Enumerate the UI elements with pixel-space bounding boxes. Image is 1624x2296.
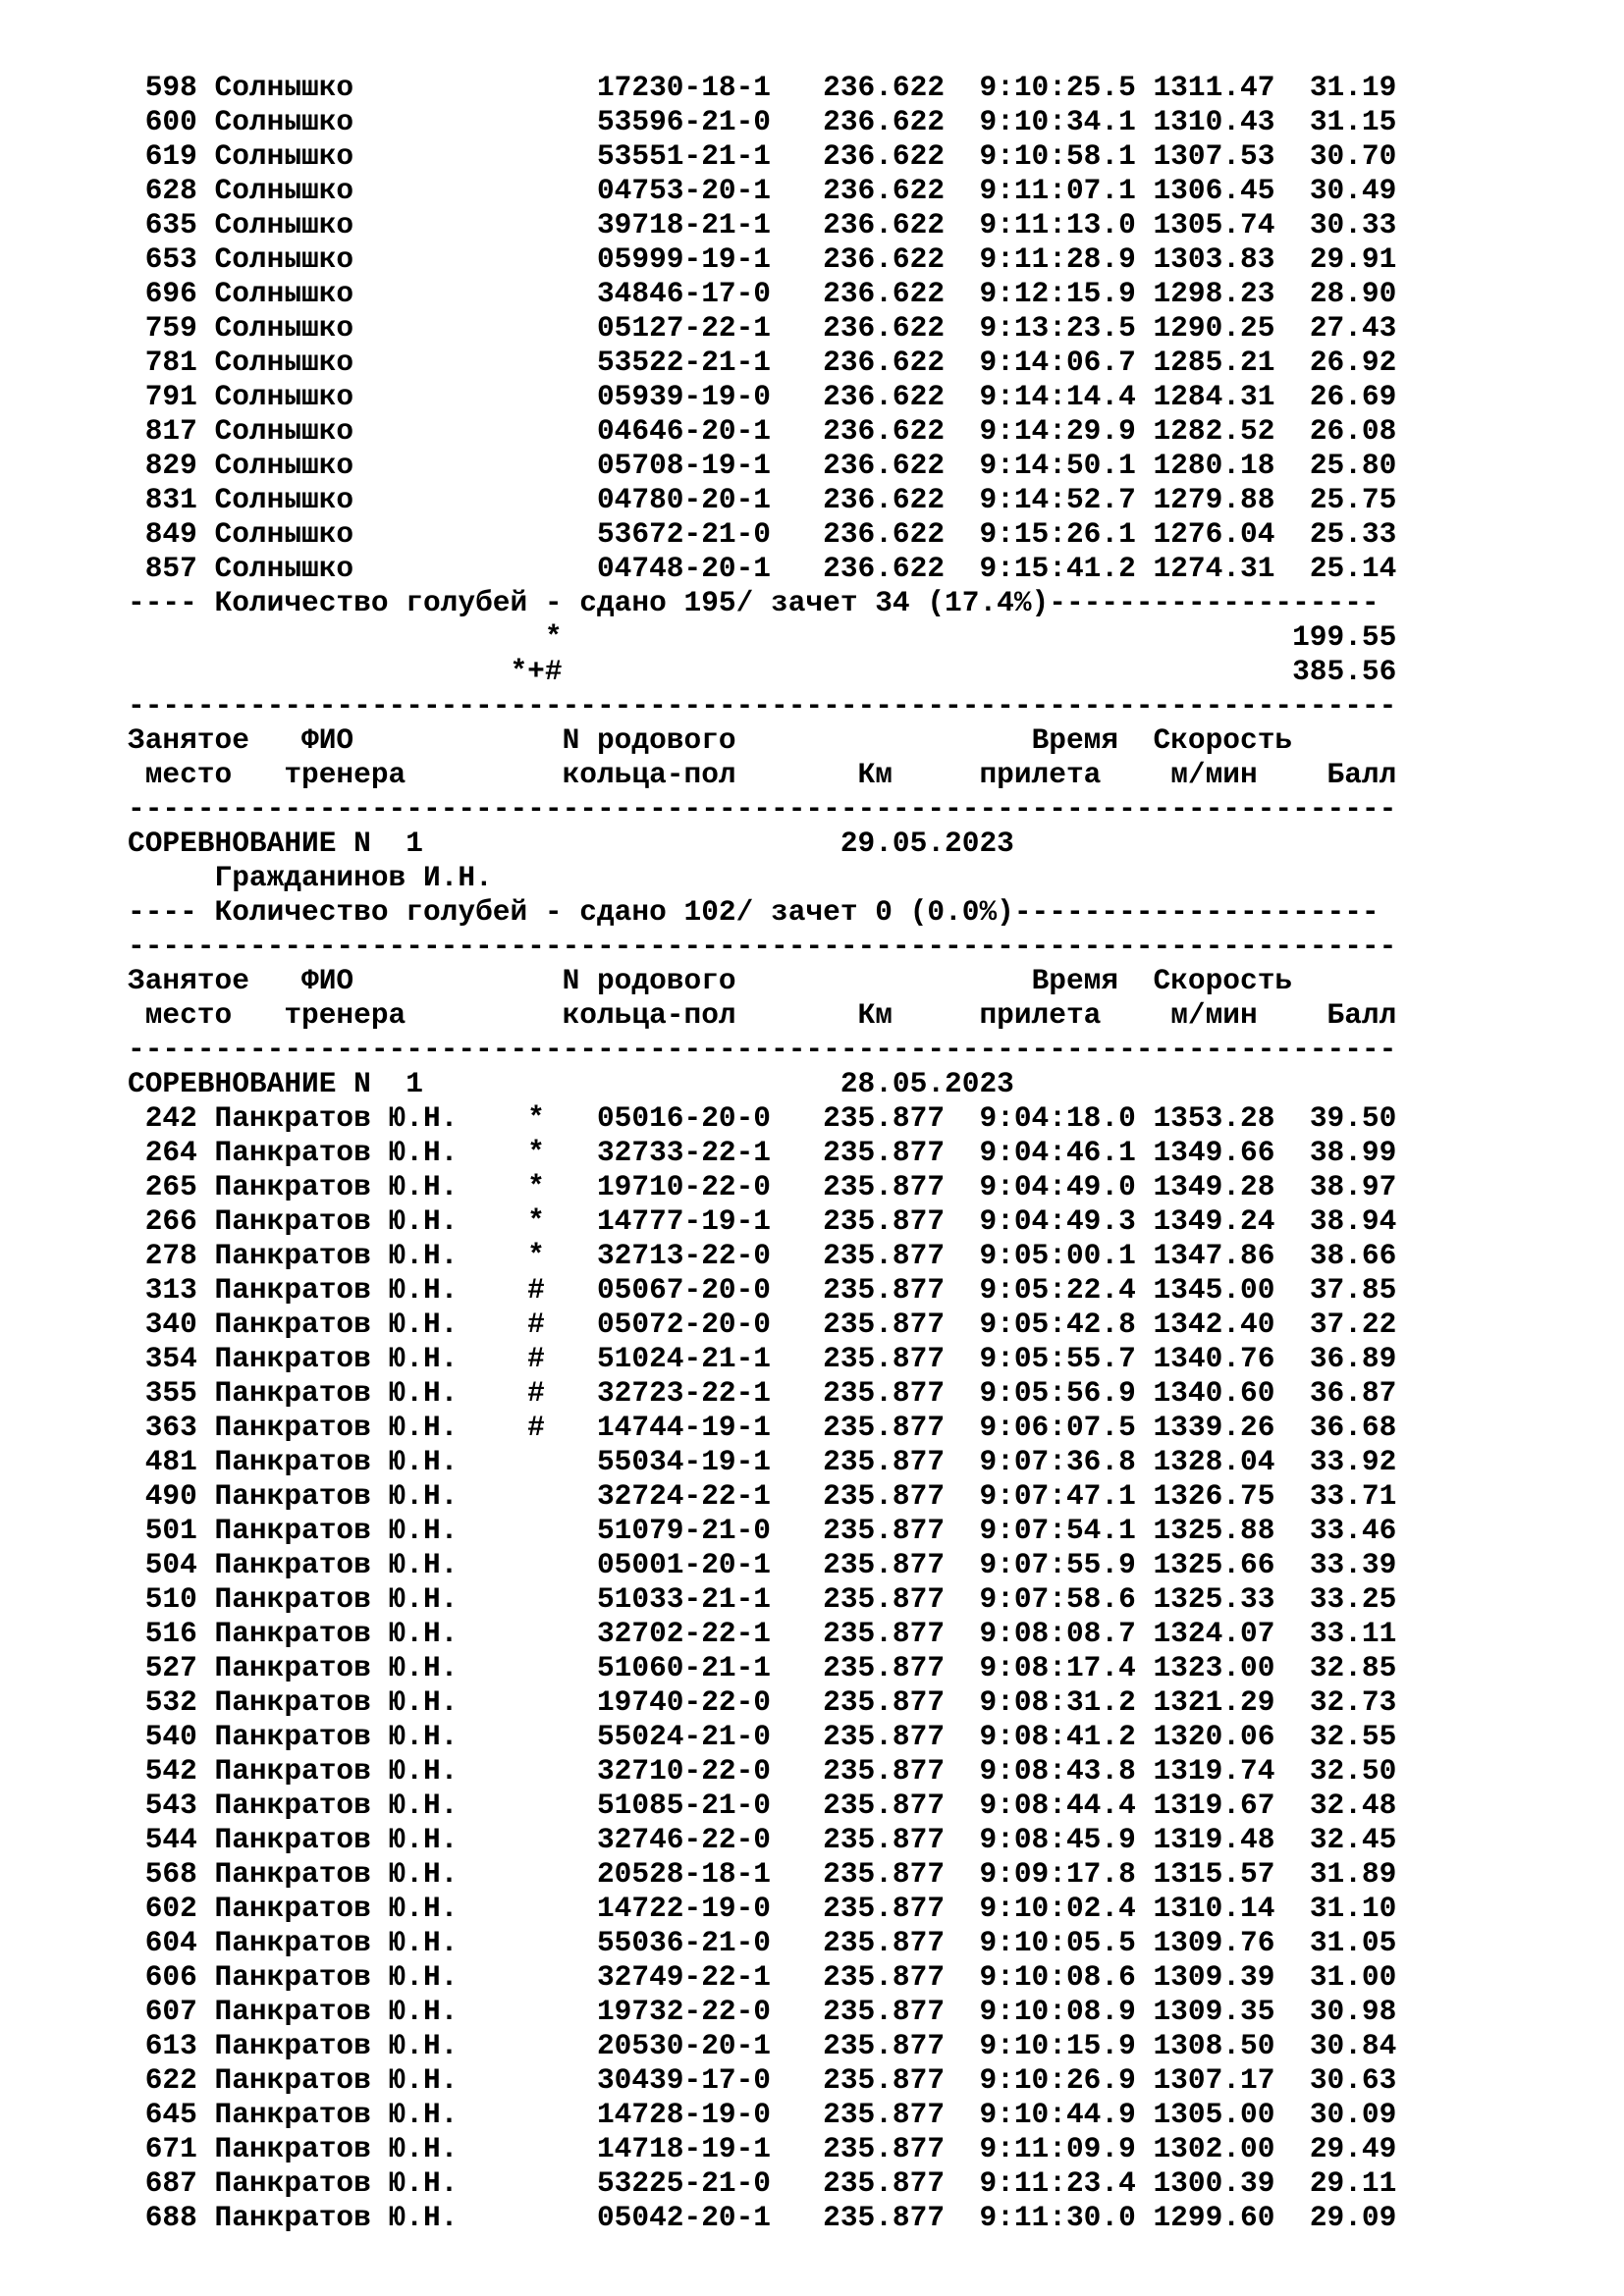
result-row: 568 Панкратов Ю.Н. 20528-18-1 235.877 9:09:17.8 1315.57 31.89 [144, 1857, 1397, 1891]
result-row: 628 Солнышко 04753-20-1 236.622 9:11:07.1 1306.45 30.49 [144, 174, 1397, 207]
separator: ------------------------------------------------------------------------- [128, 1033, 1397, 1066]
result-row: 510 Панкратов Ю.Н. 51033-21-1 235.877 9:07:58.6 1325.33 33.25 [144, 1582, 1397, 1616]
result-row: 504 Панкратов Ю.Н. 05001-20-1 235.877 9:07:55.9 1325.66 33.39 [144, 1548, 1397, 1581]
result-row: 481 Панкратов Ю.Н. 55034-19-1 235.877 9:07:36.8 1328.04 33.92 [144, 1445, 1397, 1478]
result-row: 313 Панкратов Ю.Н. # 05067-20-0 235.877 9:05:22.4 1345.00 37.85 [144, 1273, 1397, 1307]
result-row: 645 Панкратов Ю.Н. 14728-19-0 235.877 9:10:44.9 1305.00 30.09 [144, 2098, 1397, 2131]
summary-line: ---- Количество голубей - сдано 102/ зачет 0 (0.0%)--------------------- [128, 895, 1380, 929]
separator: ------------------------------------------------------------------------- [128, 930, 1397, 963]
result-row: 687 Панкратов Ю.Н. 53225-21-0 235.877 9:11:23.4 1300.39 29.11 [144, 2166, 1397, 2200]
subtotal-line: *+# 385.56 [510, 655, 1397, 688]
result-row: 602 Панкратов Ю.Н. 14722-19-0 235.877 9:10:02.4 1310.14 31.10 [144, 1892, 1397, 1925]
result-row: 607 Панкратов Ю.Н. 19732-22-0 235.877 9:10:08.9 1309.35 30.98 [144, 1995, 1397, 2028]
table-header-line-1: Занятое ФИО N родового Время Скорость [128, 723, 1293, 757]
results-document [128, 71, 1396, 2235]
result-row: 532 Панкратов Ю.Н. 19740-22-0 235.877 9:08:31.2 1321.29 32.73 [144, 1685, 1397, 1719]
trainer-line: Гражданинов И.Н. [214, 861, 493, 894]
result-row: 829 Солнышко 05708-19-1 236.622 9:14:50.1 1280.18 25.80 [144, 449, 1397, 482]
result-row: 278 Панкратов Ю.Н. * 32713-22-0 235.877 9:05:00.1 1347.86 38.66 [144, 1239, 1397, 1272]
result-row: 635 Солнышко 39718-21-1 236.622 9:11:13.0 1305.74 30.33 [144, 208, 1397, 241]
result-row: 606 Панкратов Ю.Н. 32749-22-1 235.877 9:10:08.6 1309.39 31.00 [144, 1960, 1397, 1994]
result-row: 266 Панкратов Ю.Н. * 14777-19-1 235.877 9:04:49.3 1349.24 38.94 [144, 1204, 1397, 1238]
result-row: 781 Солнышко 53522-21-1 236.622 9:14:06.7 1285.21 26.92 [144, 346, 1397, 379]
result-row: 600 Солнышко 53596-21-0 236.622 9:10:34.1 1310.43 31.15 [144, 105, 1397, 138]
result-row: 543 Панкратов Ю.Н. 51085-21-0 235.877 9:08:44.4 1319.67 32.48 [144, 1789, 1397, 1822]
result-row: 540 Панкратов Ю.Н. 55024-21-0 235.877 9:08:41.2 1320.06 32.55 [144, 1720, 1397, 1753]
result-row: 516 Панкратов Ю.Н. 32702-22-1 235.877 9:08:08.7 1324.07 33.11 [144, 1617, 1397, 1650]
competition-heading: СОРЕВНОВАНИЕ N 1 28.05.2023 [128, 1067, 1014, 1100]
result-row: 696 Солнышко 34846-17-0 236.622 9:12:15.9 1298.23 28.90 [144, 277, 1397, 310]
result-row: 542 Панкратов Ю.Н. 32710-22-0 235.877 9:08:43.8 1319.74 32.50 [144, 1754, 1397, 1788]
summary-line: ---- Количество голубей - сдано 195/ зачет 34 (17.4%)------------------- [128, 586, 1380, 619]
result-row: 849 Солнышко 53672-21-0 236.622 9:15:26.1 1276.04 25.33 [144, 517, 1397, 551]
result-row: 264 Панкратов Ю.Н. * 32733-22-1 235.877 9:04:46.1 1349.66 38.99 [144, 1136, 1397, 1169]
result-row: 598 Солнышко 17230-18-1 236.622 9:10:25.5 1311.47 31.19 [144, 71, 1397, 104]
result-row: 688 Панкратов Ю.Н. 05042-20-1 235.877 9:11:30.0 1299.60 29.09 [144, 2201, 1397, 2234]
result-row: 622 Панкратов Ю.Н. 30439-17-0 235.877 9:10:26.9 1307.17 30.63 [144, 2063, 1397, 2097]
result-row: 527 Панкратов Ю.Н. 51060-21-1 235.877 9:08:17.4 1323.00 32.85 [144, 1651, 1397, 1684]
table-header-line-1: Занятое ФИО N родового Время Скорость [128, 964, 1293, 997]
result-row: 355 Панкратов Ю.Н. # 32723-22-1 235.877 9:05:56.9 1340.60 36.87 [144, 1376, 1397, 1410]
result-row: 671 Панкратов Ю.Н. 14718-19-1 235.877 9:11:09.9 1302.00 29.49 [144, 2132, 1397, 2165]
table-header-line-2: место тренера кольца-пол Км прилета м/мин Балл [144, 758, 1397, 791]
result-row: 831 Солнышко 04780-20-1 236.622 9:14:52.7 1279.88 25.75 [144, 483, 1397, 516]
separator: ------------------------------------------------------------------------- [128, 689, 1397, 722]
result-row: 604 Панкратов Ю.Н. 55036-21-0 235.877 9:10:05.5 1309.76 31.05 [144, 1926, 1397, 1959]
table-header-line-2: место тренера кольца-пол Км прилета м/мин Балл [144, 998, 1397, 1032]
result-row: 340 Панкратов Ю.Н. # 05072-20-0 235.877 9:05:42.8 1342.40 37.22 [144, 1308, 1397, 1341]
result-row: 613 Панкратов Ю.Н. 20530-20-1 235.877 9:10:15.9 1308.50 30.84 [144, 2029, 1397, 2062]
subtotal-line: * 199.55 [544, 620, 1397, 654]
result-row: 501 Панкратов Ю.Н. 51079-21-0 235.877 9:07:54.1 1325.88 33.46 [144, 1514, 1397, 1547]
result-row: 857 Солнышко 04748-20-1 236.622 9:15:41.2 1274.31 25.14 [144, 552, 1397, 585]
separator: ------------------------------------------------------------------------- [128, 792, 1397, 826]
result-row: 619 Солнышко 53551-21-1 236.622 9:10:58.1 1307.53 30.70 [144, 139, 1397, 173]
result-row: 490 Панкратов Ю.Н. 32724-22-1 235.877 9:07:47.1 1326.75 33.71 [144, 1479, 1397, 1513]
result-row: 363 Панкратов Ю.Н. # 14744-19-1 235.877 9:06:07.5 1339.26 36.68 [144, 1411, 1397, 1444]
result-row: 242 Панкратов Ю.Н. * 05016-20-0 235.877 9:04:18.0 1353.28 39.50 [144, 1101, 1397, 1135]
result-row: 653 Солнышко 05999-19-1 236.622 9:11:28.9 1303.83 29.91 [144, 242, 1397, 276]
result-row: 265 Панкратов Ю.Н. * 19710-22-0 235.877 9:04:49.0 1349.28 38.97 [144, 1170, 1397, 1203]
result-row: 544 Панкратов Ю.Н. 32746-22-0 235.877 9:08:45.9 1319.48 32.45 [144, 1823, 1397, 1856]
result-row: 759 Солнышко 05127-22-1 236.622 9:13:23.5 1290.25 27.43 [144, 311, 1397, 345]
result-row: 817 Солнышко 04646-20-1 236.622 9:14:29.9 1282.52 26.08 [144, 414, 1397, 448]
result-row: 791 Солнышко 05939-19-0 236.622 9:14:14.4 1284.31 26.69 [144, 380, 1397, 413]
competition-heading: СОРЕВНОВАНИЕ N 1 29.05.2023 [128, 827, 1014, 860]
result-row: 354 Панкратов Ю.Н. # 51024-21-1 235.877 9:05:55.7 1340.76 36.89 [144, 1342, 1397, 1375]
